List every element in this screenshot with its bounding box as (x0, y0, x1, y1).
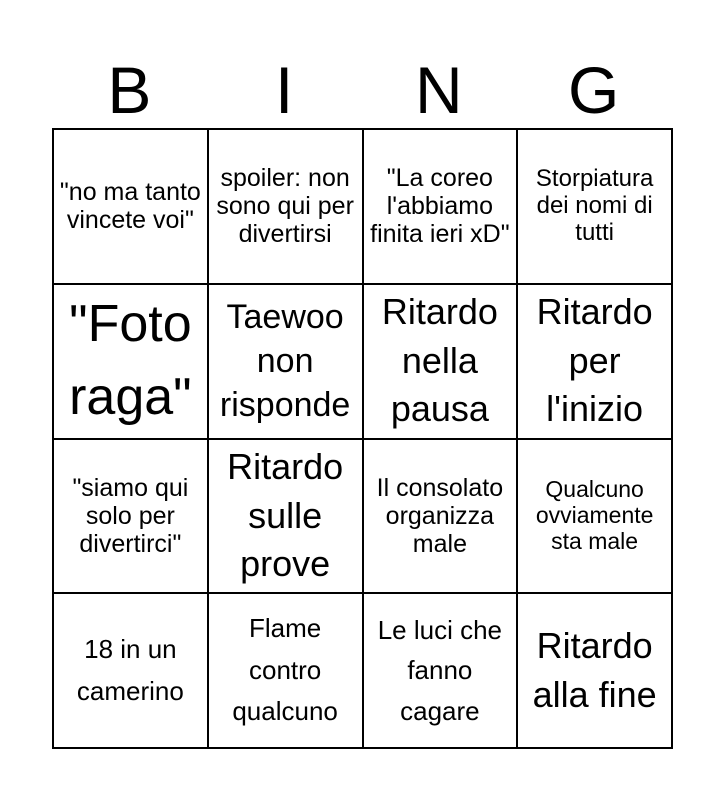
board-row (53, 284, 672, 439)
bingo-cell[interactable]: Taewoo non risponde (208, 284, 363, 439)
bingo-cell[interactable]: Il consolato organizza male (363, 439, 518, 594)
bingo-cell[interactable]: Qualcuno ovviamente sta male (517, 439, 672, 594)
bingo-title (52, 52, 671, 128)
bingo-cell[interactable]: spoiler: non sono qui per divertirsi (208, 129, 363, 284)
bingo-cell[interactable]: Flame contro qualcuno (208, 593, 363, 748)
bingo-cell[interactable]: 18 in un camerino (53, 593, 208, 748)
bingo-cell[interactable]: "no ma tanto vincete voi" (53, 129, 208, 284)
bingo-cell[interactable]: Le luci che fanno cagare (363, 593, 518, 748)
bingo-cell[interactable]: Ritardo alla fine (517, 593, 672, 748)
board-row (53, 593, 672, 748)
bingo-cell[interactable]: "La coreo l'abbiamo finita ieri xD" (363, 129, 518, 284)
title-letter-g: G (567, 53, 620, 127)
bingo-cell[interactable]: "siamo qui solo per divertirci" (53, 439, 208, 594)
title-letter-i: I (274, 53, 294, 127)
title-letter-b: B (107, 53, 152, 127)
board-row (53, 439, 672, 594)
board-row (53, 129, 672, 284)
bingo-cell[interactable]: Ritardo per l'inizio (517, 284, 672, 439)
bingo-cell[interactable]: "Foto raga" (53, 284, 208, 439)
bingo-board (52, 128, 673, 749)
bingo-cell[interactable]: Ritardo sulle prove (208, 439, 363, 594)
bingo-cell[interactable]: Ritardo nella pausa (363, 284, 518, 439)
title-letter-n: N (415, 53, 463, 127)
bingo-cell[interactable]: Storpiatura dei nomi di tutti (517, 129, 672, 284)
